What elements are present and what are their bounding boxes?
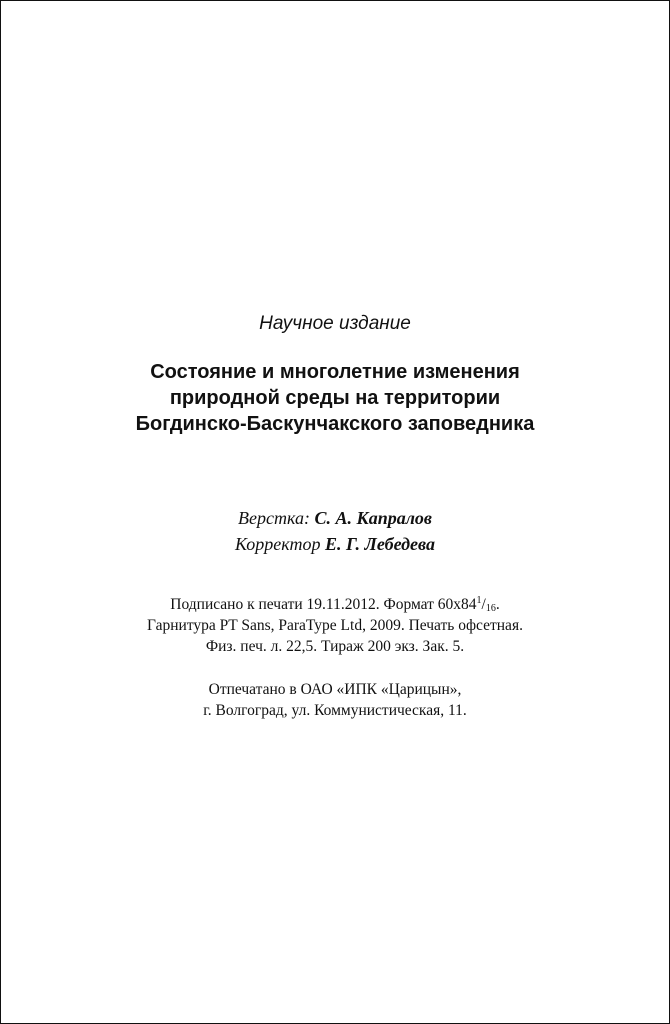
- imprint-spacer: [1, 657, 669, 679]
- layout-label: Верстка:: [238, 508, 310, 528]
- imprint-line-1: [1, 594, 669, 615]
- title-line-3: Богдинско-Баскунчакского заповедника: [135, 413, 535, 435]
- imprint-line-1-text: Подписано к печати 19.11.2012. Формат 60x84: [170, 596, 477, 613]
- corrector-name: Е. Г. Лебедева: [324, 534, 435, 554]
- format-fraction-numerator: 1: [476, 595, 482, 606]
- corrector-label: Корректор: [235, 534, 321, 554]
- title-line-1: Состояние и многолетние изменения: [150, 361, 520, 383]
- book-title: [1, 359, 669, 437]
- edition-type: Научное издание: [259, 313, 411, 334]
- credit-layout: [1, 505, 669, 531]
- credit-corrector: [1, 531, 669, 557]
- imprint-line-3: Физ. печ. л. 22,5. Тираж 200 экз. Зак. 5.: [205, 638, 465, 655]
- printer-line-1: Отпечатано в ОАО «ИПК «Царицын»,: [208, 681, 462, 698]
- imprint: [1, 594, 669, 721]
- format-fraction-slash: /: [481, 596, 486, 613]
- printer-line-2: г. Волгоград, ул. Коммунистическая, 11.: [203, 702, 467, 719]
- imprint-line-1-end: .: [495, 596, 500, 613]
- layout-name: С. А. Капралов: [314, 508, 432, 528]
- credits: [1, 505, 669, 557]
- format-fraction-denominator: 16: [485, 603, 496, 614]
- title-line-2: природной среды на территории: [169, 387, 501, 409]
- imprint-line-2: Гарнитура PT Sans, ParaType Ltd, 2009. Печать офсетная.: [147, 617, 523, 634]
